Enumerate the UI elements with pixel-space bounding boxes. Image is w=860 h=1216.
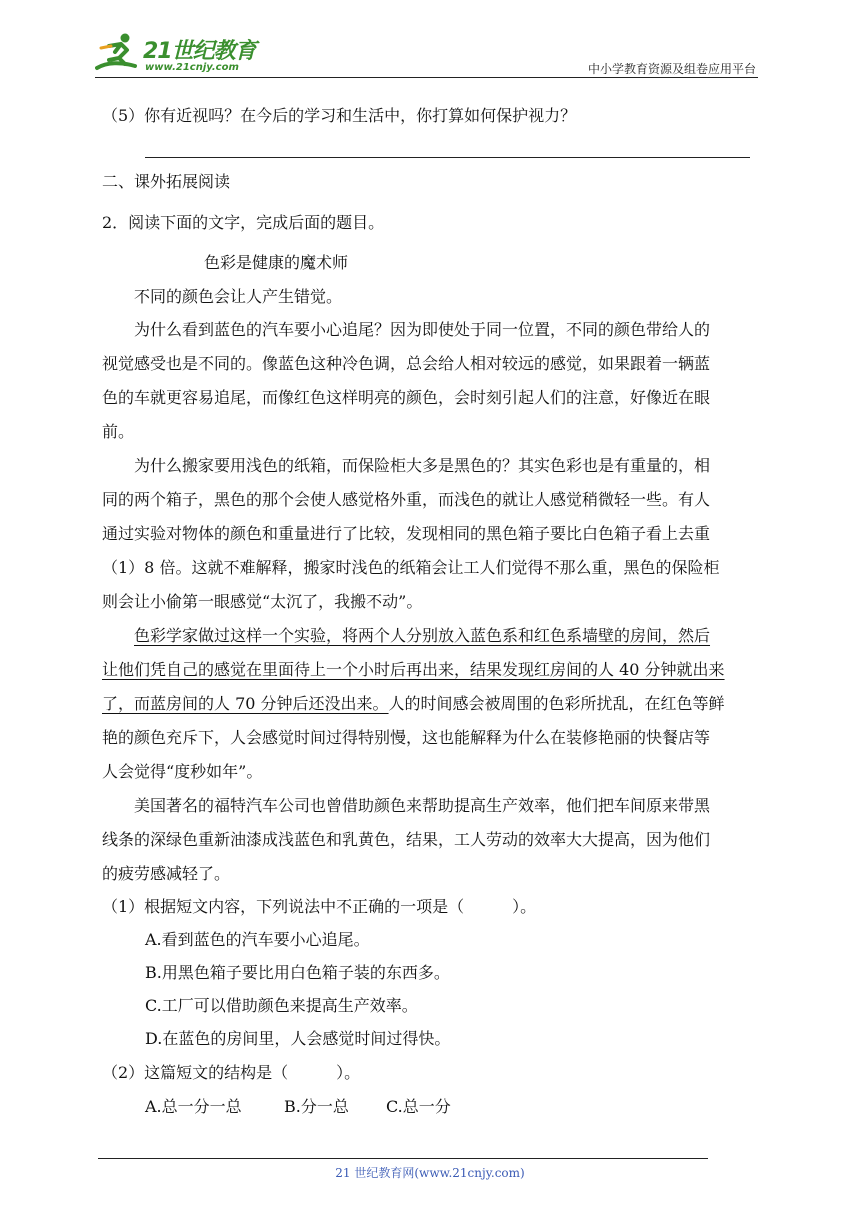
option-b: B.分一总 (284, 1097, 349, 1116)
paragraph-4-segment: 人的时间感会被周围的色彩所扰乱，在红色等鲜 (388, 694, 725, 713)
paragraph-3-line: 通过实验对物体的颜色和重量进行了比较，发现相同的黑色箱子要比白色箱子看上去重 (102, 524, 711, 543)
sub-question-1: （1）根据短文内容，下列说法中不正确的一项是（ ）。 (102, 897, 537, 916)
question-5: （5）你有近视吗？在今后的学习和生活中，你打算如何保护视力？ (102, 106, 577, 125)
logo-url: www.21cnjy.com (145, 62, 239, 73)
question-2-intro: 2．阅读下面的文字，完成后面的题目。 (102, 213, 385, 232)
footer-text: 21 世纪教育网(www.21cnjy.com) (335, 1166, 525, 1180)
footer-divider (98, 1158, 708, 1159)
platform-name: 中小学教育资源及组卷应用平台 (587, 62, 756, 76)
paragraph-4-line (102, 694, 725, 714)
paragraph-1: 不同的颜色会让人产生错觉。 (134, 287, 343, 306)
paragraph-2-line: 为什么看到蓝色的汽车要小心追尾？因为即使处于同一位置，不同的颜色带给人的 (134, 320, 711, 339)
option-d: D.在蓝色的房间里，人会感觉时间过得快。 (145, 1029, 451, 1048)
logo (95, 30, 260, 76)
header-divider (95, 77, 758, 78)
page-header (95, 30, 758, 78)
paragraph-3-line: 为什么搬家要用浅色的纸箱，而保险柜大多是黑色的？其实色彩也是有重量的，相 (134, 456, 711, 475)
paragraph-2-line: 视觉感受也是不同的。像蓝色这种冷色调，总会给人相对较远的感觉，如果跟着一辆蓝 (102, 354, 711, 373)
option-a: A.总一分一总 (145, 1097, 242, 1116)
logo-text: 21世纪教育 (143, 39, 256, 64)
paragraph-5-line: 美国著名的福特汽车公司也曾借助颜色来帮助提高生产效率，他们把车间原来带黑 (134, 796, 711, 815)
sub-question-2: （2）这篇短文的结构是（ ）。 (102, 1063, 361, 1082)
paragraph-4-underlined-line: 让他们凭自己的感觉在里面待上一个小时后再出来，结果发现红房间的人 40 分钟就出来 (102, 660, 725, 679)
passage-title: 色彩是健康的魔术师 (204, 253, 349, 272)
section-heading: 二、课外拓展阅读 (102, 172, 231, 191)
paragraph-4-line: 人会觉得“度秒如年”。 (102, 762, 263, 781)
option-a: A.看到蓝色的汽车要小心追尾。 (145, 930, 370, 949)
paragraph-3-line: 同的两个箱子，黑色的那个会使人感觉格外重，而浅色的就让人感觉稍微轻一些。有人 (102, 490, 711, 509)
runner-logo-icon (95, 32, 143, 74)
paragraph-4-line: 艳的颜色充斥下，人会感觉时间过得特别慢，这也能解释为什么在装修艳丽的快餐店等 (102, 728, 711, 747)
paragraph-5-line: 线条的深绿色重新油漆成浅蓝色和乳黄色，结果，工人劳动的效率大大提高，因为他们 (102, 830, 711, 849)
paragraph-5-line: 的疲劳感减轻了。 (102, 864, 231, 883)
option-c: C.工厂可以借助颜色来提高生产效率。 (145, 996, 418, 1015)
answer-blank-line (145, 157, 750, 158)
paragraph-3-line: 则会让小偷第一眼感觉“太沉了，我搬不动”。 (102, 592, 423, 611)
paragraph-3-line: （1）8 倍。这就不难解释，搬家时浅色的纸箱会让工人们觉得不那么重，黑色的保险柜 (102, 558, 720, 577)
option-c: C.总一分 (386, 1097, 451, 1116)
paragraph-4-underlined-segment: 了，而蓝房间的人 70 分钟后还没出来。 (102, 694, 389, 713)
paragraph-2-line: 色的车就更容易追尾，而像红色这样明亮的颜色，会时刻引起人们的注意，好像近在眼 (102, 388, 711, 407)
paragraph-2-line: 前。 (102, 422, 135, 441)
paragraph-4-underlined-line: 色彩学家做过这样一个实验，将两个人分别放入蓝色系和红色系墙壁的房间，然后 (134, 626, 711, 645)
option-b: B.用黑色箱子要比用白色箱子装的东西多。 (145, 963, 450, 982)
